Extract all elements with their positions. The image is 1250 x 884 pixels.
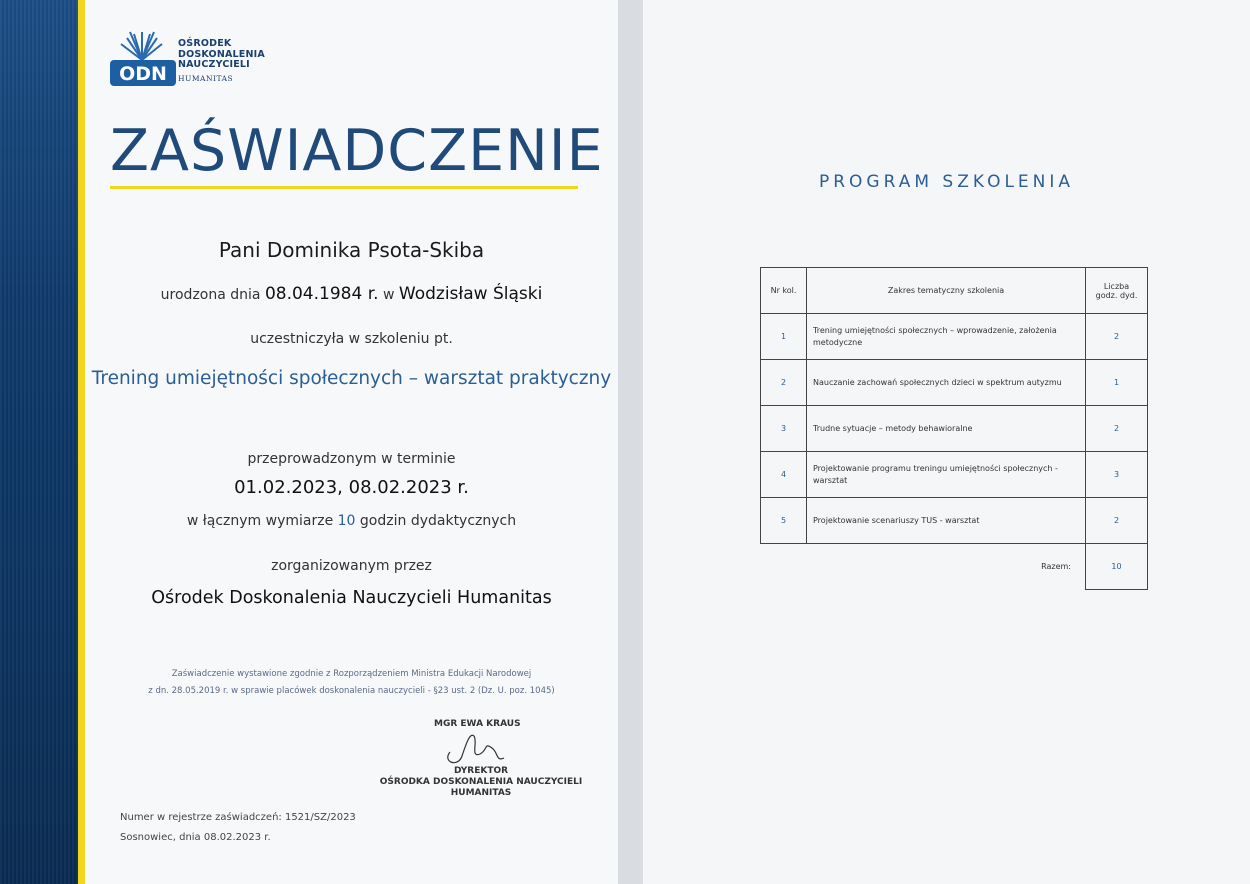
title-underline [110, 186, 578, 189]
hours-value: 10 [337, 513, 356, 529]
register-number: Numer w rejestrze zaświadczeń: 1521/SZ/2023 [120, 812, 356, 823]
table-header-row [761, 268, 1148, 314]
table-row [761, 314, 1148, 360]
blue-side-band [0, 0, 78, 884]
certificate-page [0, 0, 618, 884]
row-hours: 2 [1086, 314, 1148, 360]
row-nr: 3 [761, 406, 807, 452]
table-row [761, 452, 1148, 498]
svg-text:ODN: ODN [119, 63, 167, 85]
total-label: Razem: [1041, 562, 1071, 572]
attended-text: uczestniczyła w szkoleniu pt. [250, 331, 453, 347]
page-gutter [618, 0, 643, 884]
recipient-name: Pani Dominika Psota-Skiba [218, 238, 485, 262]
course-dates: 01.02.2023, 08.02.2023 r. [234, 477, 469, 498]
header-nr: Nr kol. [761, 268, 807, 314]
row-topic: Projektowanie programu treningu umiejętności społecznych - warsztat [807, 452, 1086, 498]
yellow-side-stripe [78, 0, 85, 884]
table-row [761, 406, 1148, 452]
row-topic: Trening umiejętności społecznych – wprowadzenie, założenia metodyczne [807, 314, 1086, 360]
place-date: Sosnowiec, dnia 08.02.2023 r. [120, 832, 271, 843]
birth-place: Wodzisław Śląski [398, 284, 543, 304]
header-hours: Liczba godz. dyd. [1086, 268, 1148, 314]
birth-line: urodzona dnia 08.04.1984 r. w Wodzisław Śląski [160, 284, 543, 304]
signatory-role: DYREKTOR OŚRODKA DOSKONALENIA NAUCZYCIELI HUMANITAS [379, 766, 583, 798]
header-topic: Zakres tematyczny szkolenia [807, 268, 1086, 314]
row-nr: 2 [761, 360, 807, 406]
program-title: PROGRAM SZKOLENIA [818, 172, 1075, 192]
row-topic: Nauczanie zachowań społecznych dzieci w spektrum autyzmu [807, 360, 1086, 406]
row-hours: 2 [1086, 498, 1148, 544]
table-row [761, 498, 1148, 544]
signature-icon [440, 722, 520, 772]
row-hours: 1 [1086, 360, 1148, 406]
row-nr: 4 [761, 452, 807, 498]
certificate-title: ZAŚWIADCZENIE [110, 118, 604, 184]
row-nr: 1 [761, 314, 807, 360]
course-title: Trening umiejętności społecznych – warsztat praktyczny [91, 368, 612, 389]
program-table [760, 267, 1148, 590]
row-topic: Trudne sytuacje – metody behawioralne [807, 406, 1086, 452]
conducted-text: przeprowadzonym w terminie [247, 451, 456, 467]
legal-note: Zaświadczenie wystawione zgodnie z Rozporządzeniem Ministra Edukacji Narodowej z dn. 28.05.2019 r. w sprawie placówek doskonalenia nauczycieli - §23 ust. 2 (Dz. U. poz. 1045) [148, 669, 555, 696]
table-row [761, 360, 1148, 406]
total-row [761, 544, 1148, 590]
row-hours: 2 [1086, 406, 1148, 452]
logo-subtitle: HUMANITAS [178, 74, 234, 83]
row-topic: Projektowanie scenariuszy TUS - warsztat [807, 498, 1086, 544]
hours-line: w łącznym wymiarze 10 godzin dydaktycznych [186, 513, 517, 529]
row-hours: 3 [1086, 452, 1148, 498]
organizer-name: Ośrodek Doskonalenia Nauczycieli Humanitas [151, 588, 552, 608]
logo-wordmark: OŚRODEK DOSKONALENIA NAUCZYCIELI [178, 38, 265, 70]
row-nr: 5 [761, 498, 807, 544]
total-value: 10 [1086, 544, 1148, 590]
organized-text: zorganizowanym przez [271, 558, 432, 574]
signatory-name: MGR EWA KRAUS [434, 719, 521, 729]
birth-date: 08.04.1984 r. [264, 284, 379, 304]
